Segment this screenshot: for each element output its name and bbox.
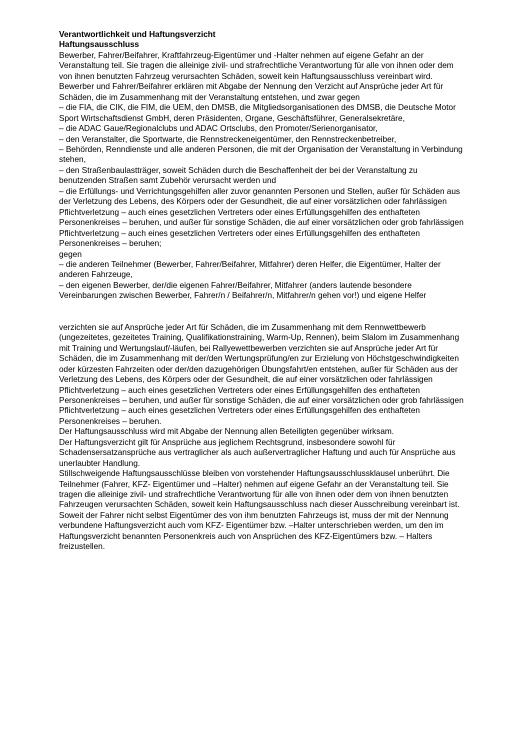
section-2 xyxy=(59,323,467,553)
list-item: – den eigenen Bewerber, der/die eigenen Fahrer/Beifahrer, Mitfahrer (anders lautende besondere Vereinbarungen zwischen Bewerber, Fahrer/n / Beifahrer/n, Mitfahrer/n gehen vor!) und eigene Helfer xyxy=(59,280,427,301)
list-item: – die ADAC Gaue/Regionalclubs und ADAC Ortsclubs, den Promoter/Serienorganisator, xyxy=(59,124,378,134)
list-item: – die anderen Teilnehmer (Bewerber, Fahrer/Beifahrer, Mitfahrer) deren Helfer, die Eigentümer, Halter der anderen Fahrzeuge, xyxy=(59,259,441,280)
paragraph: Soweit der Fahrer nicht selbst Eigentümer des von ihm benutzten Fahrzeugs ist, muss der mit der Nennung verbundene Haftungsverzicht auch vom KFZ- Eigentümer bzw. –Halter unterschrieben werden, um den im Haftungsverzicht benannten Personenkreis auch von Ansprüchen des KFZ-Eigentümers bzw. – Halters freizustellen. xyxy=(59,510,449,552)
list-item: – den Straßenbaulastträger, soweit Schäden durch die Beschaffenheit der bei der Veranstaltung zu benutzenden Straßen samt Zubehör verursacht werden und xyxy=(59,165,418,186)
document-title: Verantwortlichkeit und Haftungsverzicht xyxy=(59,30,216,39)
list-item: – den Veranstalter, die Sportwarte, die Rennstreckeneigentümer, den Rennstreckenbetreiber, xyxy=(59,134,397,144)
section-1 xyxy=(59,51,467,302)
list-item: – die Erfüllungs- und Verrichtungsgehilfen aller zuvor genannten Personen und Stellen, außer für Schäden aus der Verletzung des Lebens, des Körpers oder der Gesundheit, die auf einer vorsätzlichen oder fahrlässigen Pflichtverletzung – auch eines gesetzlichen Vertreters oder eines Erfüllungsgehilfen des enthafteten Personenkreises – beruhen, und außer für sonstige Schäden, die auf einer vorsätzlichen oder grob fahrlässigen Pflichtverletzung – auch eines gesetzlichen Vertreters oder eines Erfüllungsgehilfen des enthafteten Personenkreises – beruhen; xyxy=(59,186,464,249)
paragraph: Der Haftungsverzicht gilt für Ansprüche aus jeglichem Rechtsgrund, insbesondere sowohl für Schadensersatzansprüche aus vertraglicher als auch außervertraglicher Haftung und auch für Ansprüche aus unerlaubter Handlung. xyxy=(59,437,456,468)
list-item: – Behörden, Renndienste und alle anderen Personen, die mit der Organisation der Veranstaltung in Verbindung stehen, xyxy=(59,144,463,165)
section-gap xyxy=(59,302,467,323)
paragraph: verzichten sie auf Ansprüche jeder Art für Schäden, die im Zusammenhang mit dem Rennwettbewerb (ungezeitetes, gezeitetes Training, Qualifikationstraining, Warm-Up, Rennen), beim Slalom im Zusammenhang mit Training und Wertungslauf/-läufen, bei Rallyewettbewerben verzichten sie auf Ansprüche jeder Art für Schäden, die im Zusammenhang mit der/den Wertungsprüfung/en zur Erzielung von Höchstgeschwindigkeiten oder kürzesten Fahrzeiten oder der/den dazugehörigen Übungsfahrt/en entstehen, außer für Schäden aus der Verletzung des Lebens, des Körpers oder der Gesundheit, die auf einer vorsätzlichen oder fahrlässigen Pflichtverletzung – auch eines gesetzlichen Vertreters oder eines Erfüllungsgehilfen des enthafteten Personenkreises – beruhen, und außer für sonstige Schäden, die auf einer vorsätzlichen oder grob fahrlässigen Pflichtverletzung – auch eines gesetzlichen Vertreters oder eines Erfüllungsgehilfen des enthafteten Personenkreises – beruhen. xyxy=(59,322,464,426)
list-item: – die FIA, die CIK, die FIM, die UEM, den DMSB, die Mitgliedsorganisationen des DMSB, die Deutsche Motor Sport Wirtschaftsdienst GmbH, deren Präsidenten, Organe, Geschäftsführer, Generalsekretäre, xyxy=(59,103,456,123)
paragraph: Bewerber, Fahrer/Beifahrer, Kraftfahrzeug-Eigentümer und -Halter nehmen auf eigene Gefahr an der Veranstaltung teil. Sie tragen die alleinige zivil- und strafrechtliche Verantwortung für alle von ihnen oder dem von ihnen benutzten Fahrzeug verursachten Schäden, soweit kein Haftungsausschluss vereinbart wird. xyxy=(59,50,454,81)
paragraph: Stillschweigende Haftungsausschlüsse bleiben von vorstehender Haftungsausschlussklausel unberührt. Die Teilnehmer (Fahrer, KFZ- Eigentümer und –Halter) nehmen auf eigene Gefahr an der Veranstaltung teil. Sie tragen die alleinige zivil- und strafrechtliche Verantwortung für alle von ihnen oder dem von ihnen benutzten Fahrzeugen verursachten Schäden, soweit kein Haftungsausschluss nach dieser Ausschreibung vereinbart ist. xyxy=(59,469,460,510)
paragraph: gegen xyxy=(59,249,82,259)
paragraph: Der Haftungsausschluss wird mit Abgabe der Nennung allen Beteiligten gegenüber wirksam. xyxy=(59,427,394,437)
document-page xyxy=(59,30,467,553)
paragraph: Bewerber und Fahrer/Beifahrer erklären mit Abgabe der Nennung den Verzicht auf Ansprüche jeder Art für Schäden, die im Zusammenhang mit der Veranstaltung entstehen, und zwar gegen xyxy=(59,82,444,102)
document-subtitle: Haftungsausschluss xyxy=(59,40,140,50)
